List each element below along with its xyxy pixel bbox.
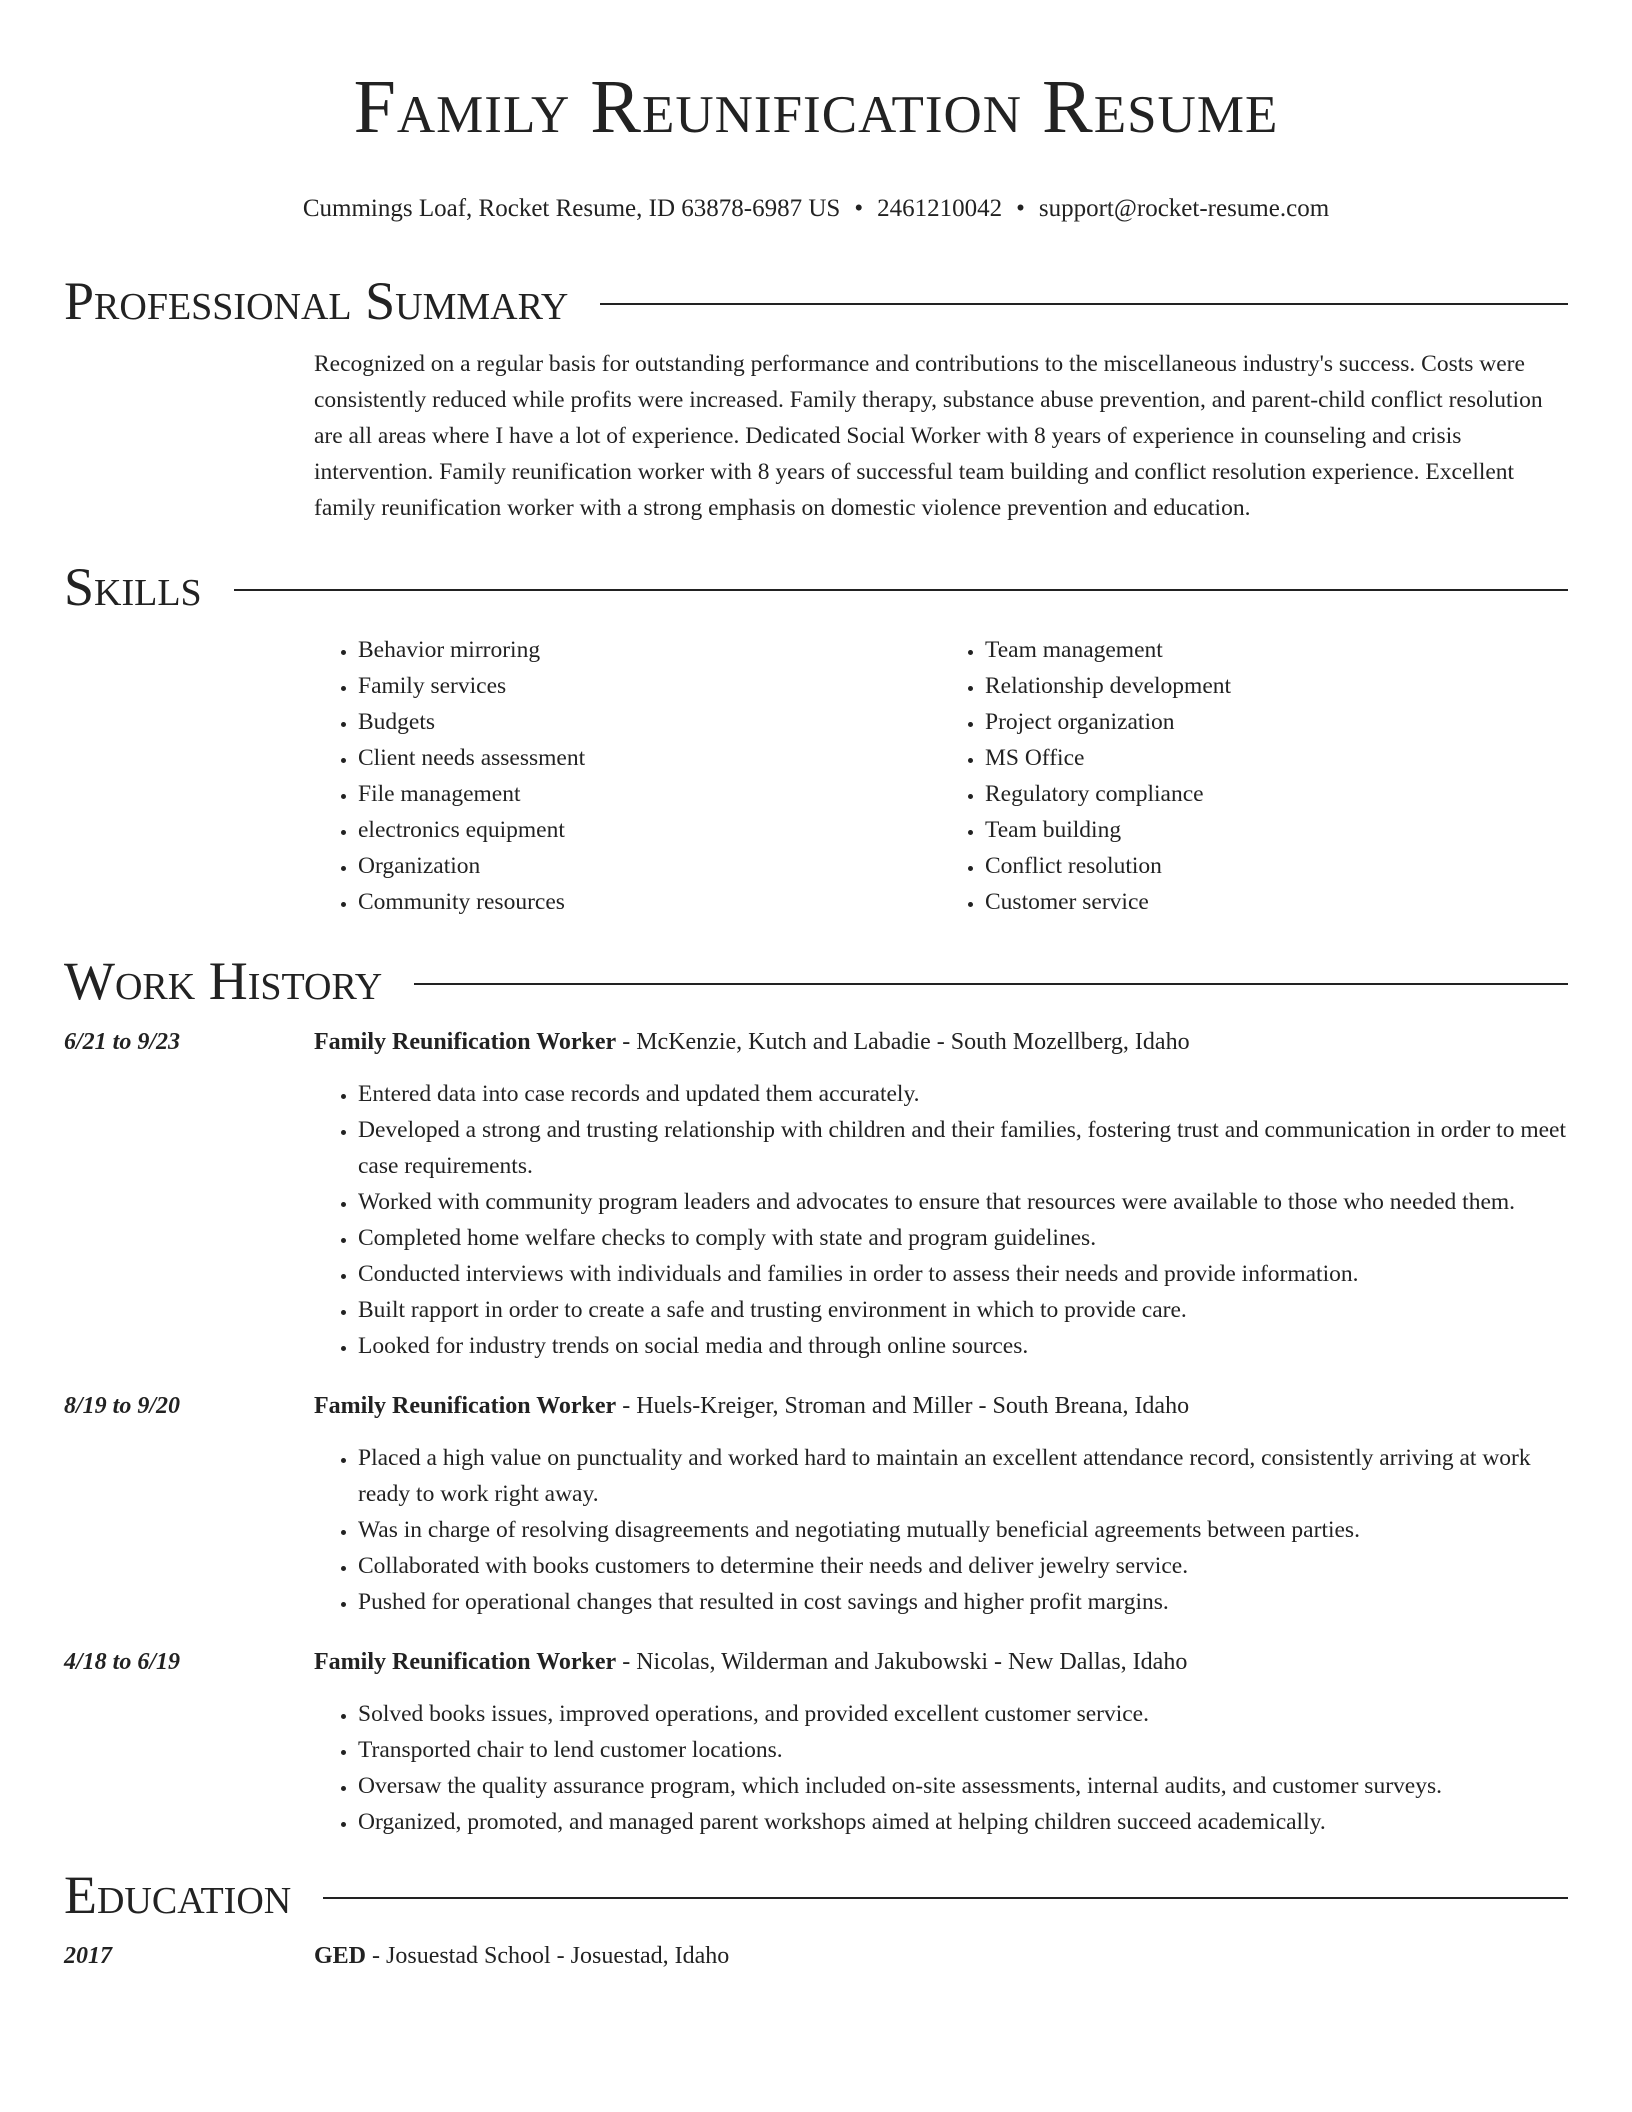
skills-column-right (941, 632, 1568, 920)
job-title: Family Reunification Worker (314, 1649, 617, 1675)
work-entry (64, 1024, 1568, 1364)
work-dates: 8/19 to 9/20 (64, 1393, 181, 1419)
section-divider (600, 303, 1568, 305)
skills-column-left (314, 632, 941, 920)
skills-section-title: Skills (64, 557, 202, 617)
job-duty-item: • Developed a strong and trusting relationship with children and their families, fostering trust and communication in order to meet case requirements. (358, 1112, 1568, 1184)
job-title: Family Reunification Worker (314, 1393, 617, 1419)
job-duty-item: • Placed a high value on punctuality and worked hard to maintain an excellent attendance record, consistently arriving at work ready to work right away. (358, 1440, 1568, 1512)
job-duty-item: • Conducted interviews with individuals and families in order to assess their needs and provide information. (358, 1256, 1568, 1292)
job-duties-list (314, 1696, 1568, 1840)
skill-item: • Regulatory compliance (985, 776, 1568, 812)
skill-item: • Team building (985, 812, 1568, 848)
job-duty-item: • Solved books issues, improved operations, and provided excellent customer service. (358, 1696, 1568, 1732)
contact-line (64, 194, 1568, 224)
resume-name: Family Reunification Resume (353, 65, 1279, 149)
work-entry-body (314, 1024, 1568, 1364)
job-duty-item: • Built rapport in order to create a safe and trusting environment in which to provide care. (358, 1292, 1568, 1328)
job-duty-item: • Collaborated with books customers to determine their needs and deliver jewelry service. (358, 1548, 1568, 1584)
work-entry (64, 1644, 1568, 1840)
skill-item: • electronics equipment (358, 812, 941, 848)
job-duty-item: • Organized, promoted, and managed parent workshops aimed at helping children succeed academically. (358, 1804, 1568, 1840)
education-year: 2017 (64, 1943, 112, 1969)
section-divider (234, 589, 1568, 591)
education-list (64, 1938, 1568, 1974)
job-employer-location: - McKenzie, Kutch and Labadie - South Mozellberg, Idaho (616, 1029, 1190, 1055)
work-section-header (64, 950, 1568, 1012)
job-duty-item: • Was in charge of resolving disagreements and negotiating mutually beneficial agreements between parties. (358, 1512, 1568, 1548)
education-entry (64, 1938, 1568, 1974)
work-dates: 4/18 to 6/19 (64, 1649, 181, 1675)
work-dates: 6/21 to 9/23 (64, 1029, 181, 1055)
education-section-title: Education (64, 1865, 292, 1925)
work-section-title: Work History (64, 951, 383, 1011)
summary-text: Recognized on a regular basis for outstanding performance and contributions to the miscellaneous industry's success. Costs were consistently reduced while profits were increased. Family therapy, substance abuse prevention, and parent-child conflict resolution are all areas where I have a lot of experience. Dedicated Social Worker with 8 years of experience in counseling and crisis intervention. Family reunification worker with 8 years of successful team building and conflict resolution experience. Excellent family reunification worker with a strong emphasis on domestic violence prevention and education. (314, 351, 1543, 521)
contact-email: support@rocket-resume.com (1038, 195, 1330, 222)
summary-section-title: Professional Summary (64, 271, 569, 331)
section-divider (414, 983, 1568, 985)
skill-item: • Organization (358, 848, 941, 884)
skill-item: • Project organization (985, 704, 1568, 740)
job-duty-item: • Oversaw the quality assurance program, which included on-site assessments, internal audits, and customer surveys. (358, 1768, 1568, 1804)
skill-item: • MS Office (985, 740, 1568, 776)
work-entry (64, 1388, 1568, 1620)
section-divider (323, 1897, 1568, 1899)
separator-bullet: • (1016, 195, 1025, 222)
job-duty-item: • Completed home welfare checks to comply with state and program guidelines. (358, 1220, 1568, 1256)
work-history-list (64, 1024, 1568, 1840)
job-duty-item: • Entered data into case records and updated them accurately. (358, 1076, 1568, 1112)
skills-list (314, 632, 1568, 920)
job-employer-location: - Nicolas, Wilderman and Jakubowski - New Dallas, Idaho (616, 1649, 1188, 1675)
job-duty-item: • Looked for industry trends on social media and through online sources. (358, 1328, 1568, 1364)
skill-item: • Team management (985, 632, 1568, 668)
education-heading (314, 1938, 729, 1974)
summary-section-header (64, 270, 1568, 332)
education-degree: GED (314, 1943, 367, 1969)
contact-address: Cummings Loaf, Rocket Resume, ID 63878-6987 US (302, 195, 841, 222)
work-entry-heading (314, 1644, 1568, 1680)
job-duty-item: • Pushed for operational changes that resulted in cost savings and higher profit margins. (358, 1584, 1568, 1620)
job-duties-list (314, 1440, 1568, 1620)
skill-item: • Behavior mirroring (358, 632, 941, 668)
work-entry-heading (314, 1388, 1568, 1424)
skill-item: • Budgets (358, 704, 941, 740)
work-entry-body (314, 1644, 1568, 1840)
job-duty-item: • Worked with community program leaders and advocates to ensure that resources were available to those who needed them. (358, 1184, 1568, 1220)
job-employer-location: - Huels-Kreiger, Stroman and Miller - South Breana, Idaho (616, 1393, 1190, 1419)
separator-bullet: • (854, 195, 864, 222)
job-duties-list (314, 1076, 1568, 1364)
skill-item: • File management (358, 776, 941, 812)
contact-phone: 2461210042 (877, 195, 1003, 222)
skill-item: • Conflict resolution (985, 848, 1568, 884)
skill-item: • Client needs assessment (358, 740, 941, 776)
work-entry-body (314, 1388, 1568, 1620)
job-duty-item: • Transported chair to lend customer locations. (358, 1732, 1568, 1768)
education-school: - Josuestad School - Josuestad, Idaho (366, 1943, 730, 1969)
skill-item: • Customer service (985, 884, 1568, 920)
education-section-header (64, 1864, 1568, 1926)
skill-item: • Relationship development (985, 668, 1568, 704)
skills-section-header (64, 556, 1568, 618)
skill-item: • Community resources (358, 884, 941, 920)
work-entry-heading (314, 1024, 1568, 1060)
job-title: Family Reunification Worker (314, 1029, 617, 1055)
skill-item: • Family services (358, 668, 941, 704)
